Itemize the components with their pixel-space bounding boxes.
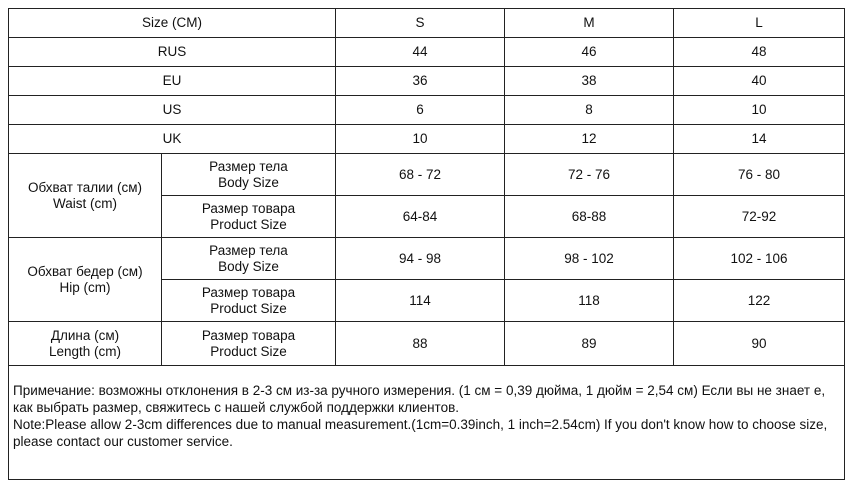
size-header-m: M <box>505 9 674 38</box>
measurement-note <box>8 366 845 480</box>
waist-label <box>9 154 162 238</box>
product-size-label <box>162 322 336 366</box>
product-size-label <box>162 196 336 238</box>
hip-label <box>9 238 162 322</box>
table-cell: 72 - 76 <box>505 154 674 196</box>
length-label-ru: Длина (см) <box>50 327 120 343</box>
table-cell: 44 <box>336 38 505 67</box>
table-row <box>9 322 845 366</box>
table-cell: 38 <box>505 67 674 96</box>
table-cell: 36 <box>336 67 505 96</box>
product-size-label-en: Product Size <box>210 343 287 359</box>
product-size-label <box>162 280 336 322</box>
body-size-label <box>162 238 336 280</box>
body-size-label <box>162 154 336 196</box>
table-row <box>9 125 845 154</box>
table-cell: 68 - 72 <box>336 154 505 196</box>
table-cell: 6 <box>336 96 505 125</box>
table-cell: 88 <box>336 322 505 366</box>
table-cell: 118 <box>505 280 674 322</box>
table-row <box>9 96 845 125</box>
table-cell: 64-84 <box>336 196 505 238</box>
size-header-l: L <box>674 9 845 38</box>
product-size-label-ru: Размер товара <box>201 327 296 343</box>
table-cell: 122 <box>674 280 845 322</box>
hip-label-ru: Обхват бедер (см) <box>27 263 143 279</box>
table-cell: 10 <box>336 125 505 154</box>
table-cell: 14 <box>674 125 845 154</box>
table-cell: 46 <box>505 38 674 67</box>
product-size-label-ru: Размер товара <box>201 284 296 300</box>
table-header-row <box>9 9 845 38</box>
table-cell: 10 <box>674 96 845 125</box>
body-size-label-en: Body Size <box>218 174 279 190</box>
size-table <box>8 8 845 366</box>
note-ru: Примечание: возможны отклонения в 2-3 см из-за ручного измерения. (1 см = 0,39 дюйма, 1 дюйм = 2,54 см) Если вы не знает е, как выбрать размер, свяжитесь с нашей службой поддержки клиентов. <box>13 383 826 415</box>
table-cell: 94 - 98 <box>336 238 505 280</box>
row-label: UK <box>9 125 336 154</box>
table-cell: 48 <box>674 38 845 67</box>
product-size-label-en: Product Size <box>210 300 287 316</box>
table-cell: 40 <box>674 67 845 96</box>
table-row <box>9 67 845 96</box>
table-cell: 114 <box>336 280 505 322</box>
body-size-label-ru: Размер тела <box>209 242 288 258</box>
table-cell: 98 - 102 <box>505 238 674 280</box>
hip-label-en: Hip (cm) <box>59 279 111 295</box>
table-cell: 90 <box>674 322 845 366</box>
table-row <box>9 38 845 67</box>
table-cell: 89 <box>505 322 674 366</box>
table-cell: 8 <box>505 96 674 125</box>
product-size-label-ru: Размер товара <box>201 200 296 216</box>
size-header-label: Size (CM) <box>9 9 336 38</box>
size-chart <box>8 8 844 480</box>
table-row <box>9 154 845 196</box>
note-en: Note:Please allow 2-3cm differences due to manual measurement.(1cm=0.39inch, 1 inch=2.54cm) If you don't know how to choose size, please contact our customer service. <box>13 417 828 449</box>
body-size-label-en: Body Size <box>218 258 279 274</box>
length-label-en: Length (cm) <box>48 343 122 359</box>
table-row <box>9 238 845 280</box>
table-cell: 12 <box>505 125 674 154</box>
product-size-label-en: Product Size <box>210 216 287 232</box>
table-cell: 102 - 106 <box>674 238 845 280</box>
row-label: EU <box>9 67 336 96</box>
waist-label-en: Waist (cm) <box>53 195 117 211</box>
row-label: RUS <box>9 38 336 67</box>
length-label <box>9 322 162 366</box>
row-label: US <box>9 96 336 125</box>
table-cell: 68-88 <box>505 196 674 238</box>
size-header-s: S <box>336 9 505 38</box>
table-cell: 72-92 <box>674 196 845 238</box>
waist-label-ru: Обхват талии (см) <box>28 179 142 195</box>
table-cell: 76 - 80 <box>674 154 845 196</box>
body-size-label-ru: Размер тела <box>209 158 288 174</box>
